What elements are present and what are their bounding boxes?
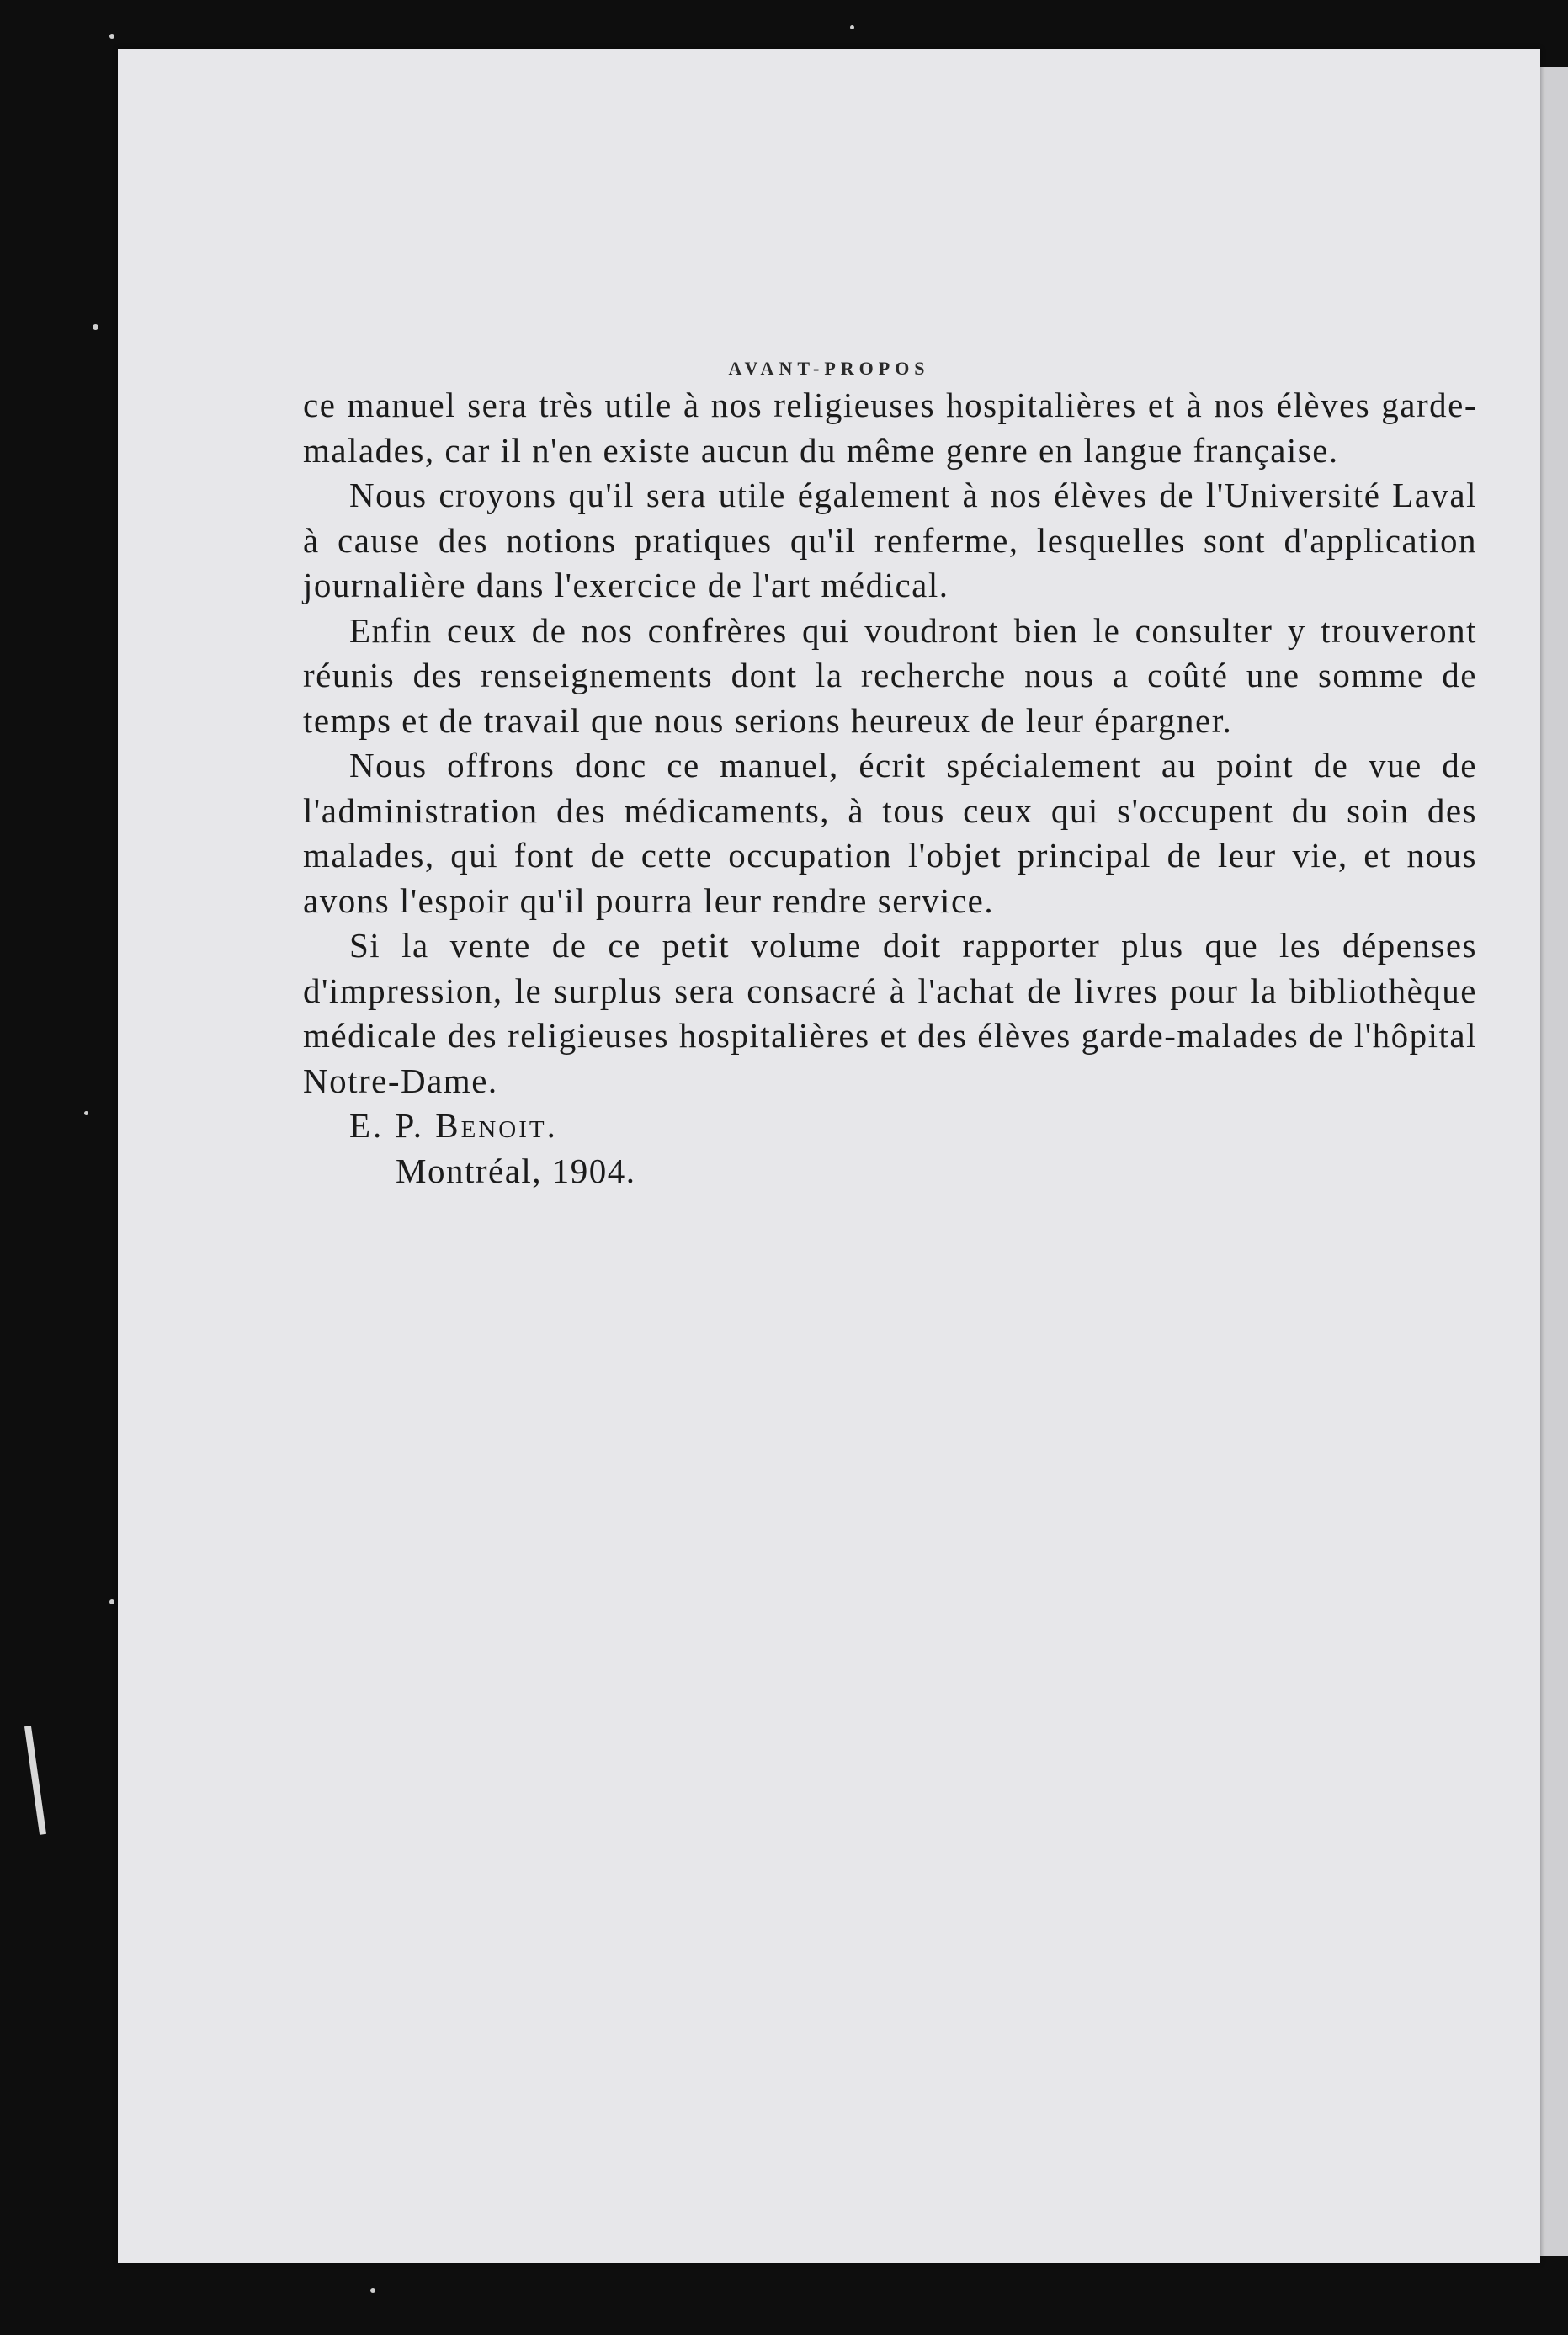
scan-speck bbox=[109, 34, 114, 39]
scan-speck bbox=[850, 25, 854, 29]
paragraph: Enfin ceux de nos confrères qui voudront bien le consulter y trouveront réunis des renseignements dont la recherche nous a coûté une somme de temps et de travail que nous serions heureux de leur épargner. bbox=[303, 610, 1477, 740]
paragraph: Si la vente de ce petit volume doit rapporter plus que les dépenses d'impression, le surplus sera consacré à l'achat de livres pour la bibliothèque médicale des religieuses hospitalières et des élèves garde-malades de l'hôpital Notre-Dame. bbox=[303, 926, 1477, 1100]
author-signature: E. P. Benoit. bbox=[349, 1106, 558, 1145]
scan-speck bbox=[109, 1599, 114, 1604]
paragraph: ce manuel sera très utile à nos religieuses hospitalières et à nos élèves garde-malades, car il n'en existe aucun du même genre en langue française. bbox=[303, 386, 1477, 470]
scan-speck bbox=[84, 1111, 88, 1115]
scan-artifact bbox=[24, 1726, 46, 1835]
paragraph: Nous offrons donc ce manuel, écrit spécialement au point de vue de l'administration des médicaments, à tous ceux qui s'occupent du soin des malades, qui font de cette occupation l'objet principal de leur vie, et nous avons l'espoir qu'il pourra leur rendre service. bbox=[303, 746, 1477, 920]
page-body bbox=[303, 383, 1477, 1194]
paragraph: Nous croyons qu'il sera utile également à nos élèves de l'Université Laval à cause des notions pratiques qu'il renferme, lesquelles sont d'application journalière dans l'exercice de l'art médical. bbox=[303, 476, 1477, 604]
scan-speck bbox=[93, 324, 98, 330]
place-date: Montréal, 1904. bbox=[396, 1151, 636, 1190]
running-head: AVANT-PROPOS bbox=[728, 358, 930, 379]
scan-speck bbox=[370, 2288, 375, 2293]
